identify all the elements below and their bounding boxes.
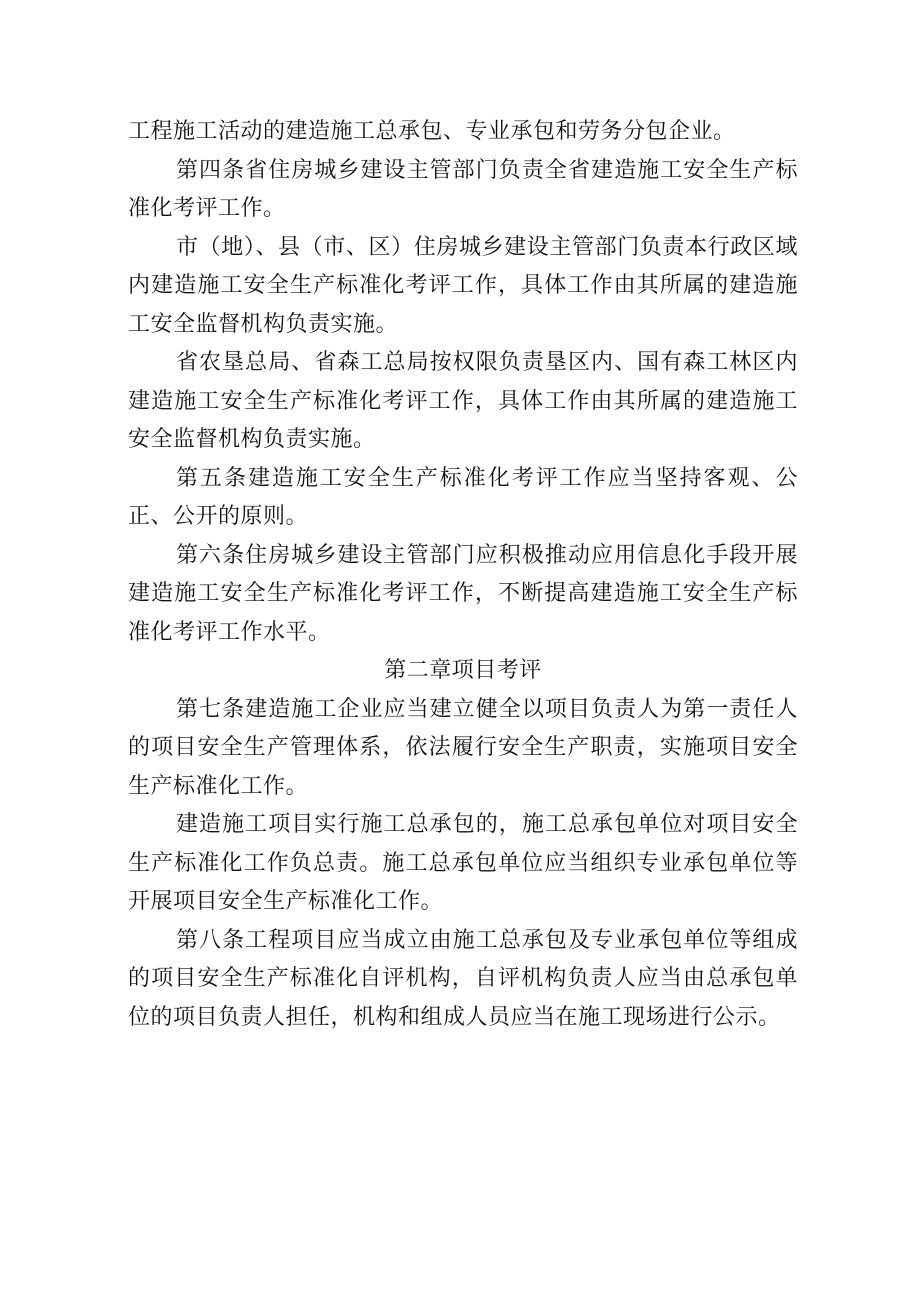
paragraph-reclamation-forestry: 省农垦总局、省森工总局按权限负责垦区内、国有森工林区内建造施工安全生产标准化考评工作，具体工作由其所属的建造施工安全监督机构负责实施。 xyxy=(128,350,798,452)
paragraph-municipal-responsibility: 市（地）、县（市、区）住房城乡建设主管部门负责本行政区域内建造施工安全生产标准化考评工作，具体工作由其所属的建造施工安全监督机构负责实施。 xyxy=(128,234,798,337)
chapter-heading: 第二章项目考评 xyxy=(384,658,542,683)
paragraph-article-8: 第八条工程项目应当成立由施工总承包及专业承包单位等组成的项目安全生产标准化自评机构，自评机构负责人应当由总承包单位的项目负责人担任，机构和组成人员应当在施工现场进行公示。 xyxy=(128,927,798,1030)
paragraph-general-contracting: 建造施工项目实行施工总承包的，施工总承包单位对项目安全生产标准化工作负总责。施工总承包单位应当组织专业承包单位等开展项目安全生产标准化工作。 xyxy=(128,812,798,914)
paragraph-article-6: 第六条住房城乡建设主管部门应积极推动应用信息化手段开展建造施工安全生产标准化考评工作，不断提高建造施工安全生产标准化考评工作水平。 xyxy=(128,542,798,645)
paragraph-article-5: 第五条建造施工安全生产标准化考评工作应当坚持客观、公正、公开的原则。 xyxy=(128,465,798,529)
paragraph-continuation: 工程施工活动的建造施工总承包、专业承包和劳务分包企业。 xyxy=(128,119,736,144)
document-body xyxy=(128,113,798,1037)
paragraph-article-7: 第七条建造施工企业应当建立健全以项目负责人为第一责任人的项目安全生产管理体系，依法履行安全生产职责，实施项目安全生产标准化工作。 xyxy=(128,696,798,799)
paragraph-article-4: 第四条省住房城乡建设主管部门负责全省建造施工安全生产标准化考评工作。 xyxy=(128,157,798,221)
